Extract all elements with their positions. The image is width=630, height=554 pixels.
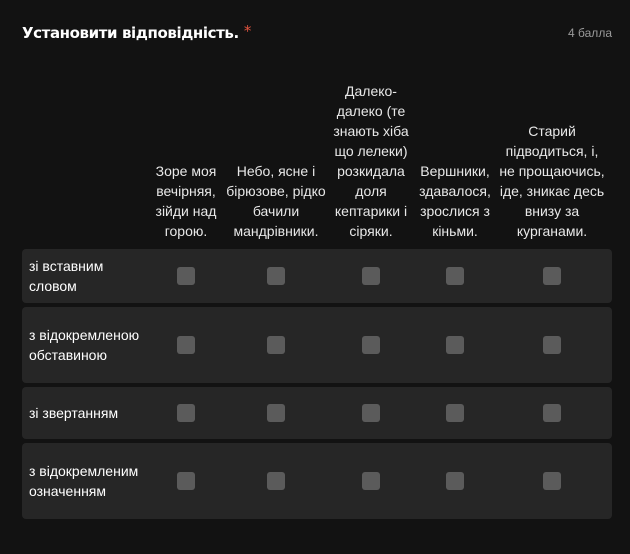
cell-1-4 [413, 249, 497, 303]
row-label-4: з відокремленим означенням [29, 463, 139, 499]
checkbox-r3-c4[interactable] [446, 404, 464, 422]
column-header-4: Вершники, здавалося, зрослися з кіньми. [419, 163, 491, 239]
question-title [22, 22, 251, 42]
cell-2-1 [149, 307, 223, 383]
checkbox-r2-c3[interactable] [362, 336, 380, 354]
cell-3-5 [497, 387, 607, 439]
checkbox-r4-c2[interactable] [267, 472, 285, 490]
column-header-3: Далеко-далеко (те знають хіба що лелеки) розкидала доля кептарики і сіряки. [333, 83, 409, 239]
checkbox-r2-c1[interactable] [177, 336, 195, 354]
column-header-row [22, 62, 612, 245]
cell-1-2 [223, 249, 329, 303]
checkbox-r3-c1[interactable] [177, 404, 195, 422]
required-mark: * [243, 22, 251, 40]
row-label-3: зі звертанням [29, 405, 119, 421]
cell-3-2 [223, 387, 329, 439]
cell-2-5 [497, 307, 607, 383]
cell-3-1 [149, 387, 223, 439]
grid-row-2 [22, 307, 612, 383]
checkbox-r2-c4[interactable] [446, 336, 464, 354]
cell-1-3 [329, 249, 413, 303]
cell-1-1 [149, 249, 223, 303]
checkbox-r2-c2[interactable] [267, 336, 285, 354]
checkbox-r1-c4[interactable] [446, 267, 464, 285]
cell-3-4 [413, 387, 497, 439]
cell-2-2 [223, 307, 329, 383]
checkbox-r4-c4[interactable] [446, 472, 464, 490]
checkbox-r4-c5[interactable] [543, 472, 561, 490]
points-label: 4 балла [568, 26, 612, 40]
cell-4-2 [223, 443, 329, 519]
checkbox-r1-c2[interactable] [267, 267, 285, 285]
grid-row-1 [22, 249, 612, 303]
grid-row-3 [22, 387, 612, 439]
question-title-text: Установити відповідність. [22, 24, 239, 42]
checkbox-r1-c1[interactable] [177, 267, 195, 285]
matching-grid [22, 62, 612, 519]
cell-2-4 [413, 307, 497, 383]
checkbox-r4-c1[interactable] [177, 472, 195, 490]
row-label-2: з відокремленою обставиною [29, 327, 140, 363]
cell-1-5 [497, 249, 607, 303]
cell-2-3 [329, 307, 413, 383]
cell-4-3 [329, 443, 413, 519]
checkbox-r4-c3[interactable] [362, 472, 380, 490]
column-header-5: Старий підводиться, і, не прощаючись, іде, зникає десь внизу за курганами. [499, 123, 605, 239]
checkbox-r2-c5[interactable] [543, 336, 561, 354]
cell-4-5 [497, 443, 607, 519]
checkbox-r1-c3[interactable] [362, 267, 380, 285]
grid-row-4 [22, 443, 612, 519]
cell-4-4 [413, 443, 497, 519]
cell-4-1 [149, 443, 223, 519]
checkbox-r3-c5[interactable] [543, 404, 561, 422]
row-label-1: зі вставним словом [29, 258, 104, 294]
checkbox-r3-c3[interactable] [362, 404, 380, 422]
column-header-1: Зоре моя вечірняя, зійди над горою. [155, 163, 217, 239]
checkbox-r3-c2[interactable] [267, 404, 285, 422]
cell-3-3 [329, 387, 413, 439]
checkbox-r1-c5[interactable] [543, 267, 561, 285]
column-header-2: Небо, ясне і бірюзове, рідко бачили мандрівники. [226, 163, 326, 239]
